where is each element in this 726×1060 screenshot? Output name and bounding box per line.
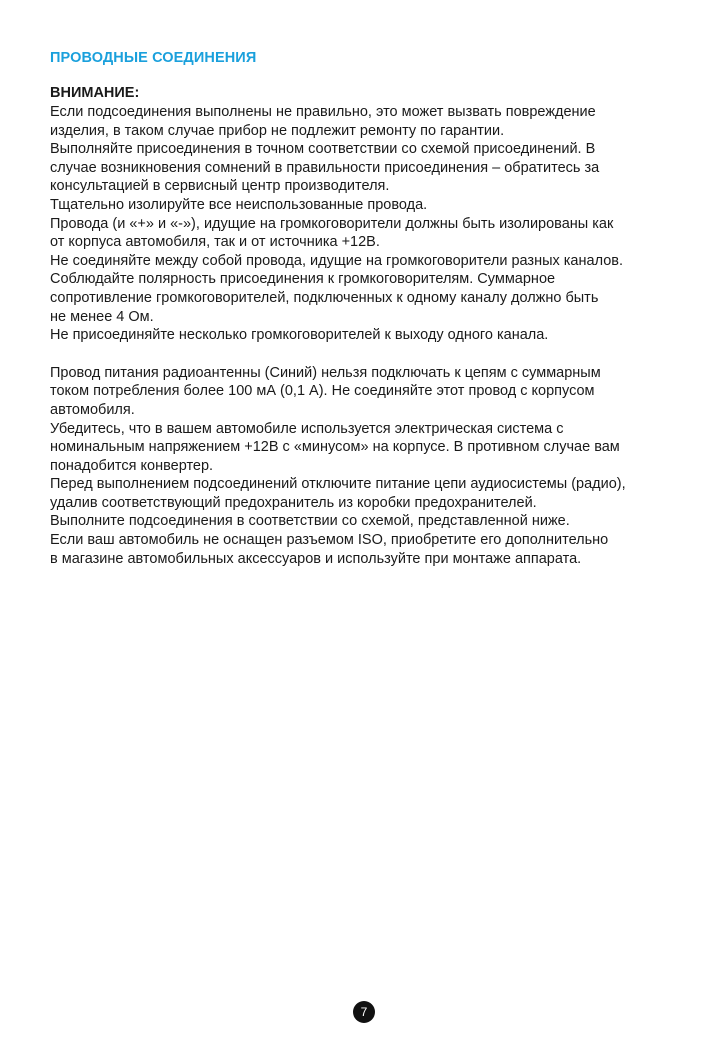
text-line: Убедитесь, что в вашем автомобиле используется электрическая система с [50,420,564,437]
power-text-block [50,364,700,569]
text-line: Выполняйте присоединения в точном соответствии со схемой присоединений. В [50,141,596,158]
text-line: понадобится конвертер. [50,457,214,474]
text-line: случае возникновения сомнений в правильности присоединения – обратитесь за [50,159,600,176]
text-line: Провод питания радиоантенны (Синий) нельзя подключать к цепям с суммарным [50,364,601,381]
warning-text-block [50,103,700,345]
text-line: удалив соответствующий предохранитель из коробки предохранителей. [50,494,537,511]
page-content [50,47,700,568]
page-number: 7 [353,1001,375,1023]
section-title: ПРОВОДНЫЕ СОЕДИНЕНИЯ [50,50,257,66]
text-line: Перед выполнением подсоединений отключите питание цепи аудиосистемы (радио), [50,476,626,493]
text-line: Не присоединяйте несколько громкоговорителей к выходу одного канала. [50,327,549,344]
text-line: от корпуса автомобиля, так и от источника +12В. [50,234,380,251]
text-line: Если ваш автомобиль не оснащен разъемом ISO, приобретите его дополнительно [50,532,609,549]
text-line: Соблюдайте полярность присоединения к громкоговорителям. Суммарное [50,271,556,288]
text-line: консультацией в сервисный центр производителя. [50,178,390,195]
text-line: током потребления более 100 мА (0,1 А). Не соединяйте этот провод с корпусом [50,383,595,400]
text-line: автомобиля. [50,401,135,418]
text-line: Выполните подсоединения в соответствии со схемой, представленной ниже. [50,513,570,530]
text-line: в магазине автомобильных аксессуаров и используйте при монтаже аппарата. [50,550,582,567]
text-line: Провода (и «+» и «-»), идущие на громкоговорители должны быть изолированы как [50,215,614,232]
text-line: не менее 4 Ом. [50,308,154,325]
warning-heading: ВНИМАНИЕ: [50,85,140,101]
text-line: номинальным напряжением +12В с «минусом» на корпусе. В противном случае вам [50,439,620,456]
text-line: Не соединяйте между собой провода, идущие на громкоговорители разных каналов. [50,252,623,269]
text-line: изделия, в таком случае прибор не подлежит ремонту по гарантии. [50,122,505,139]
text-line: Если подсоединения выполнены не правильно, это может вызвать повреждение [50,104,596,120]
text-line: Тщательно изолируйте все неиспользованные провода. [50,196,428,213]
text-line: сопротивление громкоговорителей, подключенных к одному каналу должно быть [50,289,599,306]
